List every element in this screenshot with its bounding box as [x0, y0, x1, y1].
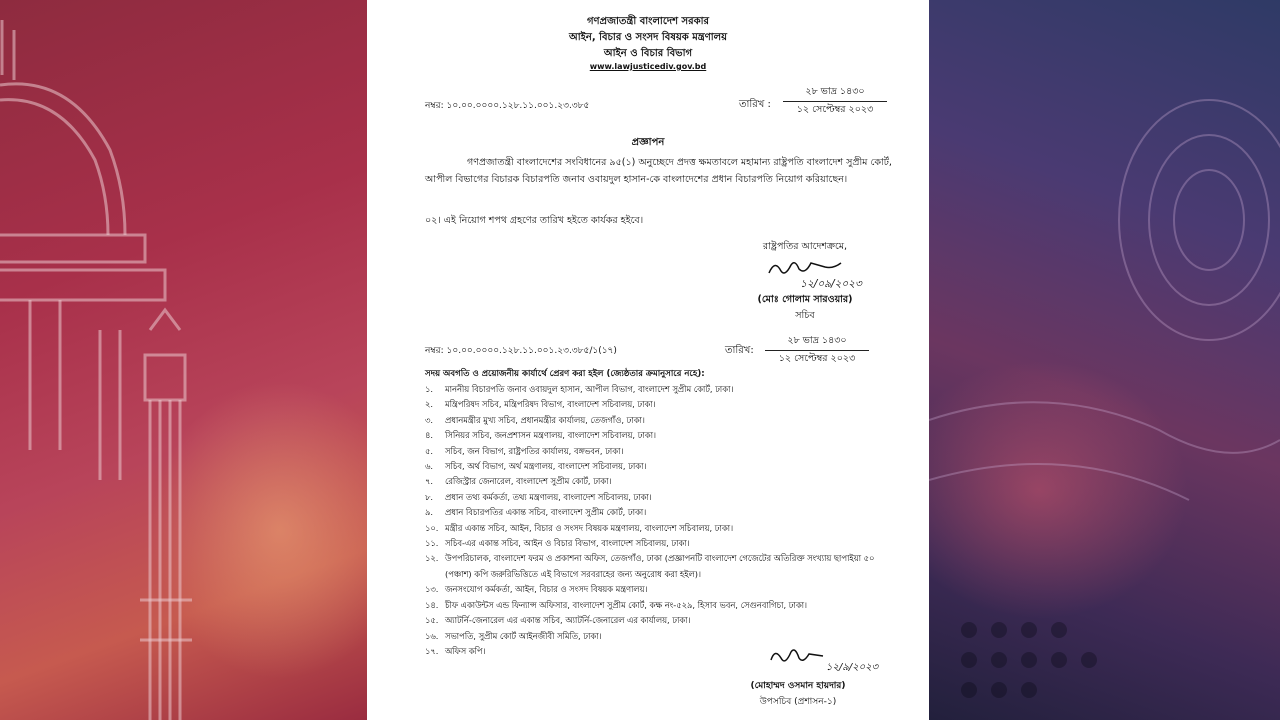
item-number: ১১. — [425, 538, 439, 549]
item-text: মন্ত্রিপরিষদ সচিব, মন্ত্রিপরিষদ বিভাগ, বাংলাদেশ সচিবালয়, ঢাকা। — [445, 399, 656, 410]
govt-name: গণপ্রজাতন্ত্রী বাংলাদেশ সরকার — [587, 16, 709, 27]
list-item — [425, 428, 895, 443]
notification-title: প্রজ্ঞাপন — [631, 137, 665, 148]
list-item — [425, 459, 895, 474]
item-text: প্রধান বিচারপতির একান্ত সচিব, বাংলাদেশ সুপ্রীম কোর্ট, ঢাকা। — [445, 507, 647, 518]
secretary-signature — [765, 257, 847, 279]
item-number: ৭. — [425, 476, 434, 487]
list-item — [425, 444, 895, 459]
distribution-heading: সদয় অবগতি ও প্রয়োজনীয় কার্যার্থে প্রেরণ করা হইল (জ্যেষ্ঠতার ক্রমানুসারে নহে): — [425, 369, 705, 379]
distribution-list — [425, 382, 895, 659]
date-bangla-copy: ২৮ ভাদ্র ১৪৩০ — [787, 335, 847, 346]
item-text: প্রধান তথ্য কর্মকর্তা, তথ্য মন্ত্রণালয়, বাংলাদেশ সচিবালয়, ঢাকা। — [445, 491, 652, 502]
list-item — [425, 521, 895, 536]
list-item — [425, 382, 895, 397]
item-number: ১৭. — [425, 645, 439, 656]
date-bangla: ২৮ ভাদ্র ১৪৩০ — [805, 86, 865, 97]
list-item — [425, 505, 895, 520]
list-item — [425, 413, 895, 428]
list-item — [425, 474, 895, 489]
item-number: ১০. — [425, 522, 439, 533]
item-text: রেজিস্ট্রার জেনারেল, বাংলাদেশ সুপ্রীম কোর্ট, ঢাকা। — [445, 476, 612, 487]
item-text: মাননীয় বিচারপতি জনাব ওবায়দুল হাসান, আপীল বিভাগ, বাংলাদেশ সুপ্রীম কোর্ট, ঢাকা। — [445, 384, 734, 394]
clause-2: ০২। এই নিয়োগ শপথ গ্রহণের তারিখ হইতে কার্যকর হইবে। — [425, 215, 644, 226]
background-right-panel — [929, 0, 1280, 720]
background-left-panel — [0, 0, 367, 720]
list-item — [425, 536, 895, 551]
building-illustration — [0, 0, 367, 720]
item-text: অফিস কপি। — [445, 645, 486, 656]
signer-title: সচিব — [795, 310, 815, 321]
item-number: ১৩. — [425, 584, 439, 595]
item-text: সিনিয়র সচিব, জনপ্রশাসন মন্ত্রণালয়, বাংলাদেশ সচিবালয়, ঢাকা। — [445, 430, 656, 441]
date-label-copy: তারিখ: — [725, 345, 754, 356]
notification-body — [425, 154, 903, 188]
item-text: অ্যাটর্নি-জেনারেল এর একান্ত সচিব, অ্যাটর্নি-জেনারেল এর কার্যালয়, ঢাকা। — [445, 615, 691, 626]
list-item — [425, 397, 895, 412]
item-number: ১৬. — [425, 630, 439, 641]
footer-signer-name: (মোহাম্মদ ওসমান হায়দার) — [750, 681, 846, 691]
date-english-copy: ১২ সেপ্টেম্বর ২০২৩ — [778, 353, 856, 364]
item-number: ৩. — [425, 414, 434, 425]
by-order: রাষ্ট্রপতির আদেশক্রমে, — [762, 241, 848, 252]
item-number: ৯. — [425, 507, 434, 518]
list-item — [425, 551, 895, 582]
item-text: সভাপতি, সুপ্রীম কোর্ট আইনজীবী সমিতি, ঢাকা। — [445, 630, 602, 641]
item-text: জনসংযোগ কর্মকর্তা, আইন, বিচার ও সংসদ বিষয়ক মন্ত্রণালয়। — [445, 584, 648, 595]
list-item — [425, 490, 895, 505]
date-english: ১২ সেপ্টেম্বর ২০২৩ — [796, 104, 874, 115]
item-text: সচিব-এর একান্ত সচিব, আইন ও বিচার বিভাগ, বাংলাদেশ সচিবালয়, ঢাকা। — [445, 538, 690, 549]
list-item — [425, 629, 895, 644]
item-number: ৬. — [425, 461, 434, 472]
list-item — [425, 598, 895, 613]
signer-name: (মোঃ গোলাম সারওয়ার) — [757, 294, 853, 305]
item-number: ২. — [425, 399, 434, 410]
date-label: তারিখ : — [739, 99, 771, 110]
item-text: উপপরিচালক, বাংলাদেশ ফরম ও প্রকাশনা অফিস, তেজগাঁও, ঢাকা (প্রজ্ঞাপনটি বাংলাদেশ গেজেটের অতিরিক্ত সংখ্যায় ছাপাইয়া ৫০ (পঞ্চাশ) কপি জরুরিভিত্তিতে এই বিভাগে সরবরাহের জন্য অনুরোধ করা হইল)। — [445, 553, 875, 579]
decorative-swirl — [929, 0, 1280, 720]
item-number: ১৫. — [425, 615, 439, 626]
item-text: প্রধানমন্ত্রীর মুখ্য সচিব, প্রধানমন্ত্রীর কার্যালয়, তেজগাঁও, ঢাকা। — [445, 414, 645, 425]
item-number: ৫. — [425, 445, 434, 456]
footer-signer-title: উপসচিব (প্রশাসন-১) — [759, 697, 837, 707]
item-number: ১৪. — [425, 599, 439, 610]
notification-body-text: গণপ্রজাতন্ত্রী বাংলাদেশের সংবিধানের ৯৫(১) অনুচ্ছেদে প্রদত্ত ক্ষমতাবলে মহামান্য রাষ্ট্রপতি বাংলাদেশ সুপ্রীম কোর্ট, আপীল বিভাগের বিচারক বিচারপতি জনাব ওবায়দুল হাসান-কে বাংলাদেশের প্রধান বিচারপতি নিয়োগ করিয়াছেন। — [425, 157, 892, 185]
item-text: সচিব, জন বিভাগ, রাষ্ট্রপতির কার্যালয়, বঙ্গভবন, ঢাকা। — [445, 445, 624, 456]
memo-date — [783, 85, 887, 118]
memo-number: নম্বর: ১০.০০.০০০০.১২৮.১১.০০১.২৩.৩৮৫ — [425, 101, 590, 111]
document-page — [367, 0, 929, 720]
ministry-name: আইন, বিচার ও সংসদ বিষয়ক মন্ত্রণালয় — [568, 32, 727, 43]
list-item — [425, 582, 895, 597]
memo-date-copy — [765, 334, 869, 367]
signature-date: ১২/০৯/২০২৩ — [800, 278, 862, 290]
item-number: ১২. — [425, 553, 439, 564]
memo-number-copy: নম্বর: ১০.০০.০০০০.১২৮.১১.০০১.২৩.৩৮৫/১(১৭) — [425, 346, 617, 356]
item-text: মন্ত্রীর একান্ত সচিব, আইন, বিচার ও সংসদ বিষয়ক মন্ত্রণালয়, বাংলাদেশ সচিবালয়, ঢাকা। — [445, 522, 734, 533]
division-name: আইন ও বিচার বিভাগ — [603, 48, 693, 59]
footer-signature-date: ১২/৯/২০২৩ — [825, 662, 879, 673]
item-number: ১. — [425, 384, 434, 394]
website-link[interactable]: www.lawjusticediv.gov.bd — [589, 62, 707, 71]
item-number: ৮. — [425, 491, 434, 502]
item-text: সচিব, অর্থ বিভাগ, অর্থ মন্ত্রণালয়, বাংলাদেশ সচিবালয়, ঢাকা। — [445, 461, 647, 472]
list-item — [425, 613, 895, 628]
item-number: ৪. — [425, 430, 434, 441]
item-text: চীফ একাউন্টস এন্ড ফিন্যান্স অফিসার, বাংলাদেশ সুপ্রীম কোর্ট, কক্ষ নং-৫২৯, হিসাব ভবন, সেগুনবাগিচা, ঢাকা। — [445, 599, 808, 610]
